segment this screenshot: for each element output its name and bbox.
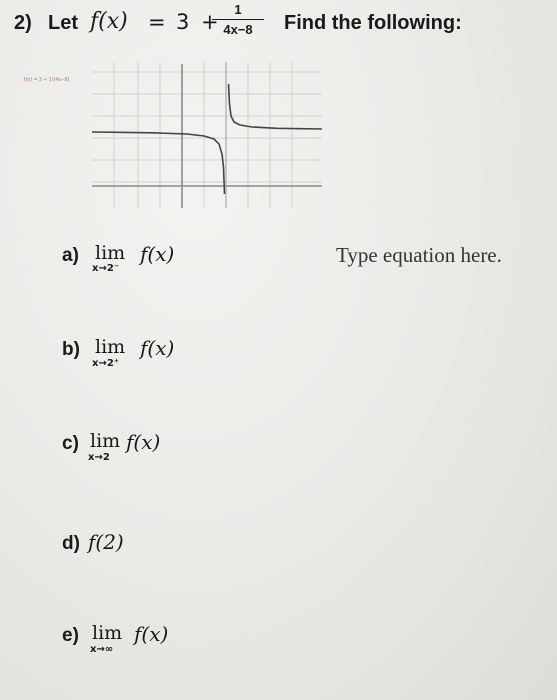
fraction-numerator: 1: [234, 2, 242, 17]
part-d-expression: f(2): [88, 530, 124, 554]
part-b-subscript: x→2⁺: [92, 358, 120, 369]
fraction-denominator: 4x−8: [223, 22, 253, 37]
plus-sign: +: [201, 10, 219, 34]
part-c-expression: f(x): [126, 430, 161, 454]
equals-sign: =: [148, 10, 166, 34]
fraction-bar: [212, 19, 264, 20]
instruction-text: Find the following:: [284, 12, 462, 34]
part-e-lim: lim: [92, 622, 123, 644]
part-e-subscript: x→∞: [90, 644, 114, 655]
part-a-letter: a): [62, 245, 79, 266]
part-a-expression: f(x): [140, 242, 175, 266]
function-constant: 3: [176, 10, 190, 34]
curve-left-branch: [92, 132, 225, 194]
graph-caption: f(x) = 3 + 1/(4x−8): [24, 77, 70, 83]
question-number: 2): [14, 12, 32, 34]
function-graph: [92, 62, 326, 208]
let-word: Let: [48, 12, 78, 34]
part-d-letter: d): [62, 533, 80, 554]
part-c-lim: lim: [90, 430, 121, 452]
part-e-letter: e): [62, 625, 79, 646]
part-b-lim: lim: [95, 336, 126, 358]
function-lhs: f(x): [90, 9, 128, 34]
function-fraction: [212, 2, 264, 38]
part-c-subscript: x→2: [88, 452, 110, 463]
part-a-subscript: x→2⁻: [92, 263, 120, 274]
curve-right-branch: [229, 84, 323, 129]
equation-placeholder[interactable]: Type equation here.: [336, 243, 502, 267]
part-b-expression: f(x): [140, 336, 175, 360]
part-b-letter: b): [62, 339, 80, 360]
part-a-lim: lim: [95, 242, 126, 264]
part-e-expression: f(x): [134, 622, 169, 646]
part-c-letter: c): [62, 433, 79, 454]
